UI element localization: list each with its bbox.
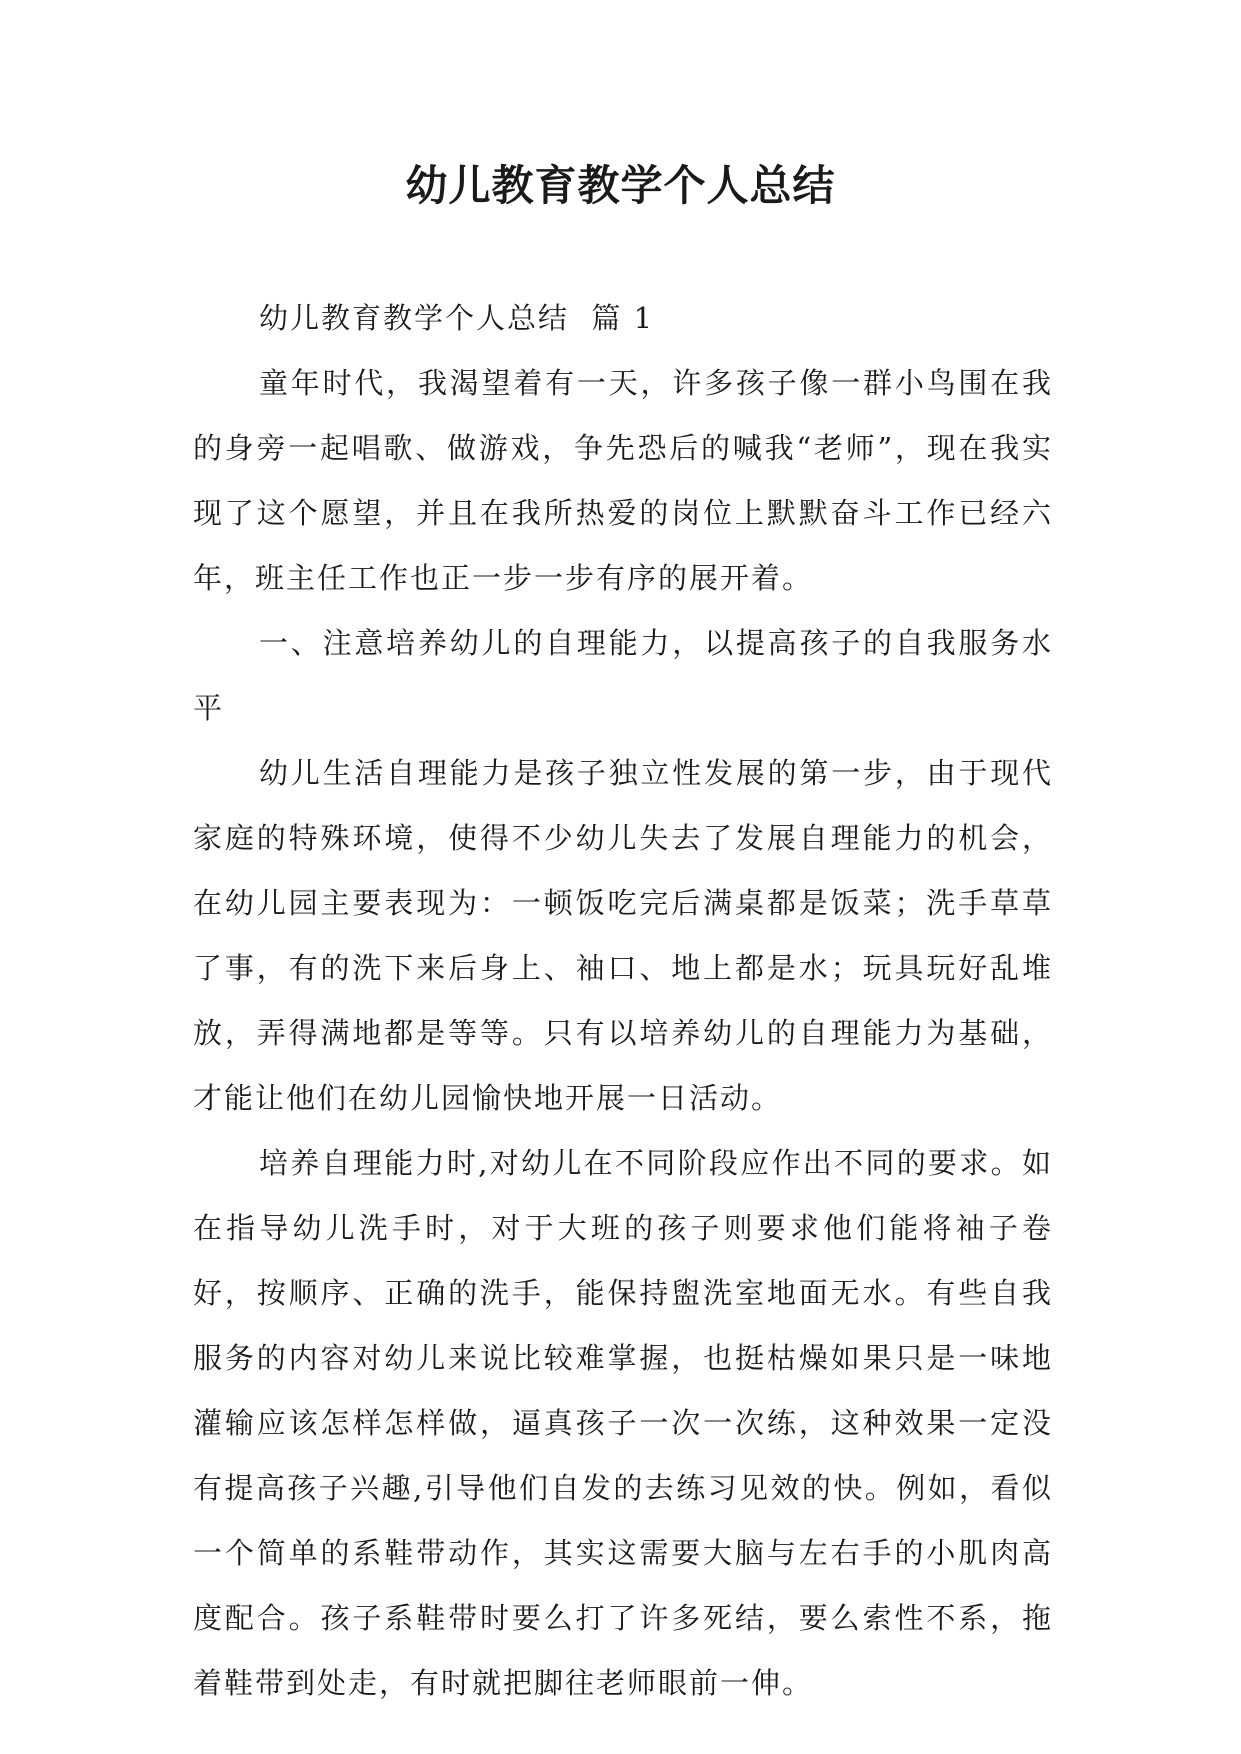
document-title: 幼儿教育教学个人总结 (405, 161, 836, 210)
document-body (193, 286, 1053, 1716)
section-heading: 幼儿教育教学个人总结 篇 1 (259, 301, 655, 335)
subsection-heading: 一、注意培养幼儿的自理能力，以提高孩子的自我服务水平 (193, 626, 1053, 725)
paragraph: 童年时代，我渴望着有一天，许多孩子像一群小鸟围在我的身旁一起唱歌、做游戏，争先恐后的喊我“老师”，现在我实现了这个愿望，并且在我所热爱的岗位上默默奋斗工作已经六年，班主任工作也正一步一步有序的展开着。 (193, 366, 1053, 595)
paragraph: 幼儿生活自理能力是孩子独立性发展的第一步，由于现代家庭的特殊环境，使得不少幼儿失去了发展自理能力的机会，在幼儿园主要表现为：一顿饭吃完后满桌都是饭菜；洗手草草了事，有的洗下来后身上、袖口、地上都是水；玩具玩好乱堆放，弄得满地都是等等。只有以培养幼儿的自理能力为基础，才能让他们在幼儿园愉快地开展一日活动。 (193, 756, 1053, 1115)
paragraph: 培养自理能力时,对幼儿在不同阶段应作出不同的要求。如在指导幼儿洗手时，对于大班的孩子则要求他们能将袖子卷好，按顺序、正确的洗手，能保持盥洗室地面无水。有些自我服务的内容对幼儿来说比较难掌握，也挺枯燥如果只是一味地灌输应该怎样怎样做，逼真孩子一次一次练，这种效果一定没有提高孩子兴趣,引导他们自发的去练习见效的快。例如，看似一个简单的系鞋带动作，其实这需要大脑与左右手的小肌肉高度配合。孩子系鞋带时要么打了许多死结，要么索性不系，拖着鞋带到处走，有时就把脚往老师眼前一伸。 (193, 1146, 1053, 1700)
